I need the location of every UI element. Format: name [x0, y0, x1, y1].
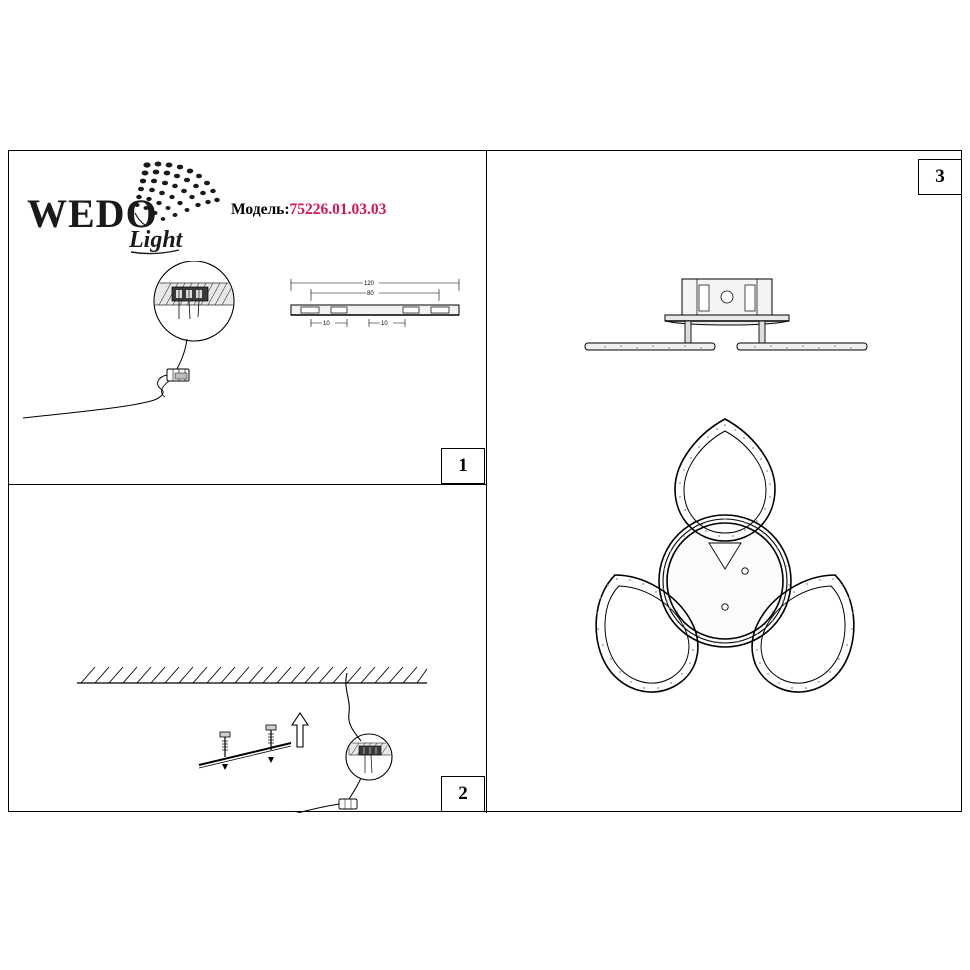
dimension-right-gap: 10	[381, 321, 388, 327]
dimension-left-gap: 10	[323, 321, 330, 327]
step-2-illustration	[9, 485, 486, 813]
detail-magnifier-circle	[154, 261, 234, 341]
step-3-illustration	[487, 151, 963, 813]
instruction-sheet	[8, 150, 962, 812]
screw-right	[266, 725, 276, 763]
up-arrow-icon	[292, 713, 308, 747]
model-label: Модель:	[231, 201, 290, 218]
step-1-number-badge	[441, 448, 485, 484]
model-label-group	[231, 201, 386, 219]
fixture-bottom-view	[596, 419, 854, 692]
model-code: 75226.01.03.03	[289, 201, 387, 218]
screw-left	[220, 732, 230, 770]
svg-text:Light: Light	[129, 227, 183, 253]
fixture-side-view	[585, 279, 867, 350]
logo-wordmark	[27, 191, 184, 254]
step-1-illustration	[9, 261, 486, 484]
mounting-bar-dimension-drawing	[291, 278, 459, 327]
connector-and-cable	[23, 339, 189, 418]
ceiling-surface	[77, 667, 427, 683]
brand-logo	[19, 155, 237, 265]
step-3-number: 3	[935, 166, 945, 187]
mounting-bar-assembly	[199, 725, 291, 770]
step-1-number: 1	[458, 455, 468, 476]
step-2-number: 2	[458, 783, 468, 804]
svg-text:WEDO: WEDO	[27, 191, 158, 236]
step-3-number-badge	[918, 159, 962, 195]
dimension-total: 120	[364, 281, 375, 287]
step-2-number-badge	[441, 776, 485, 812]
dimension-inner: 80	[367, 291, 374, 297]
